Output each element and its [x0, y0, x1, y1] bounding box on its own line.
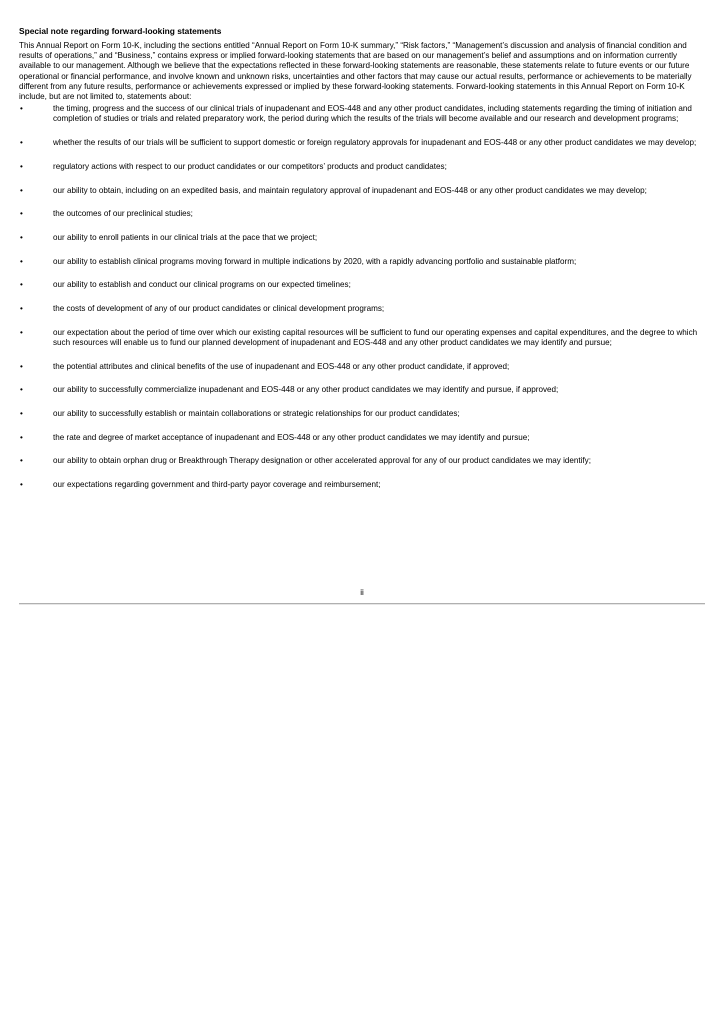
list-item-text: whether the results of our trials will be sufficient to support domestic or foreign regulatory approvals for inupadenant and EOS-448 or any other product candidates we may develop; — [53, 138, 697, 148]
list-item — [19, 409, 705, 419]
list-item-text: the potential attributes and clinical benefits of the use of inupadenant and EOS-448 or any other product candidate, if approved; — [53, 361, 510, 371]
list-item-text: our ability to successfully establish or maintain collaborations or strategic relationships for our product candidates; — [53, 409, 460, 419]
list-item — [19, 104, 705, 124]
bullet-icon: • — [20, 432, 23, 442]
list-item-text: our ability to establish and conduct our clinical programs on our expected timelines; — [53, 280, 351, 290]
bullet-icon: • — [20, 138, 23, 148]
intro-paragraph: This Annual Report on Form 10-K, including the sections entitled “Annual Report on Form 10-K summary,” “Risk factors,” “Management’s discussion and analysis of financial condition and results of operations,” and “Business,” contains express or implied forward-looking statements that are based on our management’s belief and assumptions and on information currently available to our management. Although we believe that the expectations reflected in these forward-looking statements are reasonable, these statements relate to future events or our future operational or financial performance, and involve known and unknown risks, uncertainties and other factors that may cause our actual results, performance or achievements to be materially different from any future results, performance or achievements expressed or implied by these forward-looking statements. Forward-looking statements in this Annual Report on Form 10-K include, but are not limited to, statements about: — [19, 41, 692, 102]
bullet-icon: • — [20, 280, 23, 290]
bullet-icon: • — [20, 361, 23, 371]
bullet-icon: • — [20, 256, 23, 266]
list-item — [19, 138, 705, 148]
list-item-text: our expectation about the period of time over which our existing capital resources will be sufficient to fund our operating expenses and capital expenditures, and the degree to which such resources will enable us to fund our planned development of inupadenant and EOS-448 and any other product candidates we may identify and pursue; — [53, 327, 698, 347]
list-item — [19, 304, 705, 314]
bullet-icon: • — [20, 480, 23, 490]
bullet-icon: • — [20, 185, 23, 195]
list-item — [19, 162, 705, 172]
list-item-text: the outcomes of our preclinical studies; — [53, 209, 193, 219]
bullet-icon: • — [20, 385, 23, 395]
section-heading: Special note regarding forward-looking statements — [19, 26, 222, 36]
bullet-icon: • — [20, 409, 23, 419]
list-item-text: our ability to establish clinical programs moving forward in multiple indications by 2020, with a rapidly advancing portfolio and sustainable platform; — [53, 256, 577, 266]
list-item-text: regulatory actions with respect to our product candidates or our competitors’ products and product candidates; — [53, 161, 447, 171]
list-item-text: our expectations regarding government and third-party payor coverage and reimbursement; — [53, 480, 381, 490]
list-item — [19, 280, 705, 290]
list-item-text: our ability to obtain orphan drug or Breakthrough Therapy designation or other accelerated approval for any of our product candidates we may identify; — [53, 456, 591, 466]
bullet-icon: • — [20, 327, 23, 337]
list-item-text: the timing, progress and the success of our clinical trials of inupadenant and EOS-448 and any other product candidates, including statements regarding the timing of initiation and completion of studies or trials and related preparatory work, the period during which the results of the trials will become available and our research and development programs; — [53, 104, 692, 124]
list-item — [19, 480, 705, 490]
list-item — [19, 257, 705, 267]
list-item — [19, 456, 705, 466]
bullet-icon: • — [20, 232, 23, 242]
list-item — [19, 186, 705, 196]
list-item-text: the rate and degree of market acceptance of inupadenant and EOS-448 or any other product candidates we may identify and pursue; — [53, 432, 530, 442]
list-item-text: our ability to enroll patients in our clinical trials at the pace that we project; — [53, 232, 318, 242]
bullet-icon: • — [20, 304, 23, 314]
page-number: ii — [360, 588, 364, 597]
bullet-icon: • — [20, 104, 23, 114]
bullet-icon: • — [20, 161, 23, 171]
document-page — [19, 26, 705, 504]
forward-looking-list — [19, 104, 705, 490]
list-item — [19, 433, 705, 443]
list-item — [19, 209, 705, 219]
list-item — [19, 385, 705, 395]
page-divider — [19, 603, 705, 604]
bullet-icon: • — [20, 456, 23, 466]
bullet-icon: • — [20, 209, 23, 219]
list-item-text: the costs of development of any of our product candidates or clinical development programs; — [53, 304, 385, 314]
list-item-text: our ability to successfully commercialize inupadenant and EOS-448 or any other product candidates we may identify and pursue, if approved; — [53, 385, 559, 395]
list-item-text: our ability to obtain, including on an expedited basis, and maintain regulatory approval of inupadenant and EOS-448 or any other product candidates we may develop; — [53, 185, 647, 195]
list-item — [19, 328, 705, 348]
list-item — [19, 233, 705, 243]
list-item — [19, 362, 705, 372]
